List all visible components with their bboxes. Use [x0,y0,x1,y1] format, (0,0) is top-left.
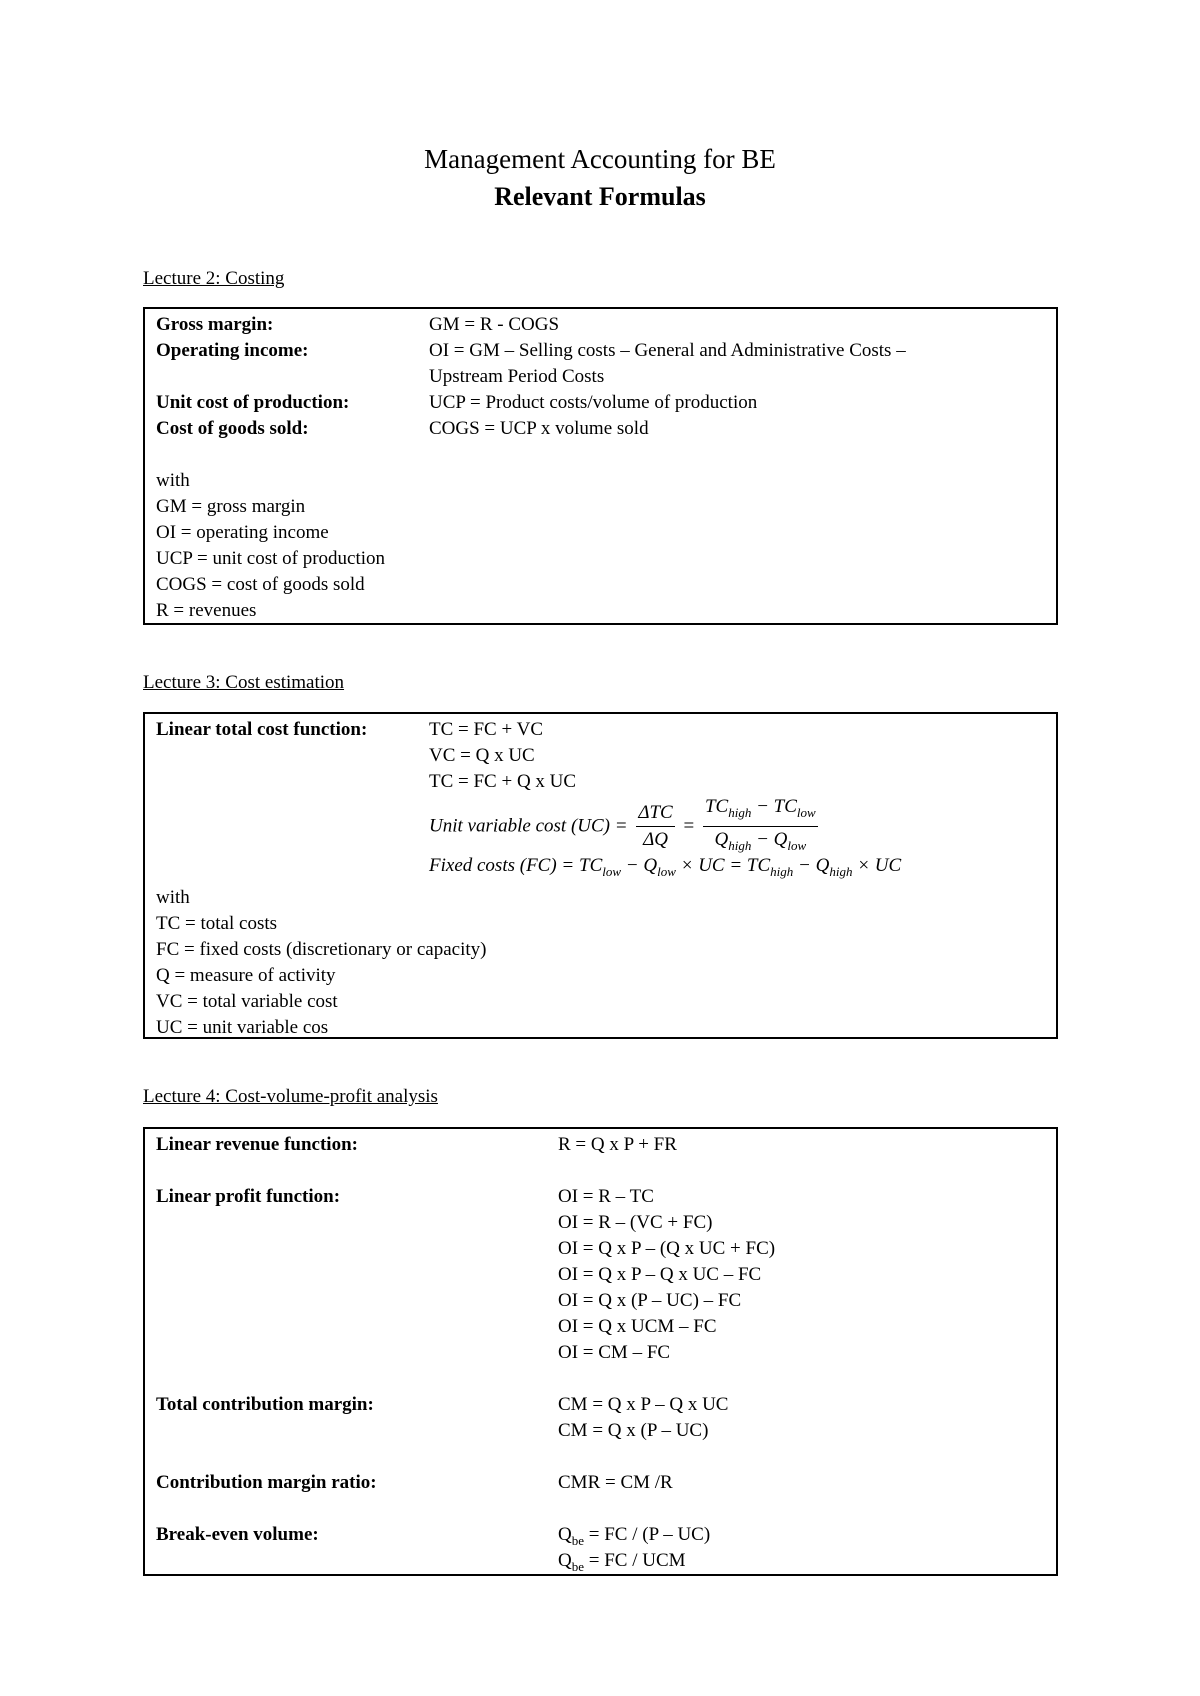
lecture-3-heading: Lecture 3: Cost estimation [143,672,345,693]
gross-margin-label: Gross margin: [156,314,274,335]
break-even-formula: $Q_{be}$ = FC / UCM [558,1550,686,1574]
tc-difference: $TC_{high} - TC_{low}$ [703,794,818,827]
definition-item: TC = total costs [156,913,278,934]
unit-variable-cost-formula [429,794,822,859]
delta-q: ΔQ [643,828,668,850]
unit-cost-formula: UCP = Product costs/volume of production [429,392,758,413]
lecture-4-formula-box [143,1127,1058,1576]
delta-fraction [636,800,674,853]
break-even-formula: $Q_{be}$ = FC / (P – UC) [558,1524,711,1548]
operating-income-label: Operating income: [156,340,309,361]
with-label: with [156,470,190,491]
definition-item: GM = gross margin [156,496,306,517]
revenue-formula: R = Q x P + FR [558,1134,677,1155]
operating-income-formula-line-2: Upstream Period Costs [429,366,605,387]
definition-item: UCP = unit cost of production [156,548,386,569]
contribution-margin-ratio-formula: CMR = CM /R [558,1472,673,1493]
total-contribution-margin-label: Total contribution margin: [156,1394,374,1415]
linear-profit-label: Linear profit function: [156,1186,341,1207]
contribution-margin-formula: CM = Q x P – Q x UC [558,1394,729,1415]
definition-item: VC = total variable cost [156,991,338,1012]
course-title: Management Accounting for BE [424,144,776,174]
cogs-label: Cost of goods sold: [156,418,309,439]
high-low-fraction [703,794,818,859]
definition-item: UC = unit variable cos [156,1017,329,1038]
operating-income-formula-line-1: OI = GM – Selling costs – General and Administrative Costs – [429,340,906,361]
with-label: with [156,887,190,908]
cogs-formula: COGS = UCP x volume sold [429,418,649,439]
definition-item: FC = fixed costs (discretionary or capacity) [156,939,487,960]
linear-total-cost-label: Linear total cost function: [156,719,368,740]
profit-formula-line: OI = Q x P – Q x UC – FC [558,1264,762,1285]
profit-formula-line: OI = R – TC [558,1186,654,1207]
gross-margin-formula: GM = R - COGS [429,314,560,335]
delta-tc: ΔTC [636,800,674,827]
fixed-costs-formula: Fixed costs $(FC) = TC_{low} - Q_{low}$ × UC = $TC_{high} - Q_{high}$ × UC [429,855,902,879]
lecture-3-formula-box [143,712,1058,1039]
q-difference: $Q_{high} - Q_{low}$ [714,828,807,853]
profit-formula-line: OI = CM – FC [558,1342,671,1363]
profit-formula-line: OI = R – (VC + FC) [558,1212,713,1233]
lecture-2-formula-box [143,307,1058,625]
equals-sign: = [683,815,695,837]
unit-cost-label: Unit cost of production: [156,392,350,413]
profit-formula-line: OI = Q x P – (Q x UC + FC) [558,1238,776,1259]
definition-item: COGS = cost of goods sold [156,574,365,595]
profit-formula-line: OI = Q x UCM – FC [558,1316,717,1337]
linear-revenue-label: Linear revenue function: [156,1134,358,1155]
variable-cost-formula: VC = Q x UC [429,745,535,766]
profit-formula-line: OI = Q x (P – UC) – FC [558,1290,742,1311]
contribution-margin-ratio-label: Contribution margin ratio: [156,1472,377,1493]
break-even-volume-label: Break-even volume: [156,1524,319,1545]
lecture-4-heading: Lecture 4: Cost-volume-profit analysis [143,1086,438,1107]
uc-formula-lhs: Unit variable cost (UC) = [429,815,628,837]
definition-item: R = revenues [156,600,257,621]
lecture-2-heading: Lecture 2: Costing [143,268,285,289]
document-title: Relevant Formulas [494,182,706,211]
total-cost-expanded-formula: TC = FC + Q x UC [429,771,577,792]
definition-item: OI = operating income [156,522,329,543]
contribution-margin-formula: CM = Q x (P – UC) [558,1420,709,1441]
total-cost-formula: TC = FC + VC [429,719,543,740]
definition-item: Q = measure of activity [156,965,336,986]
